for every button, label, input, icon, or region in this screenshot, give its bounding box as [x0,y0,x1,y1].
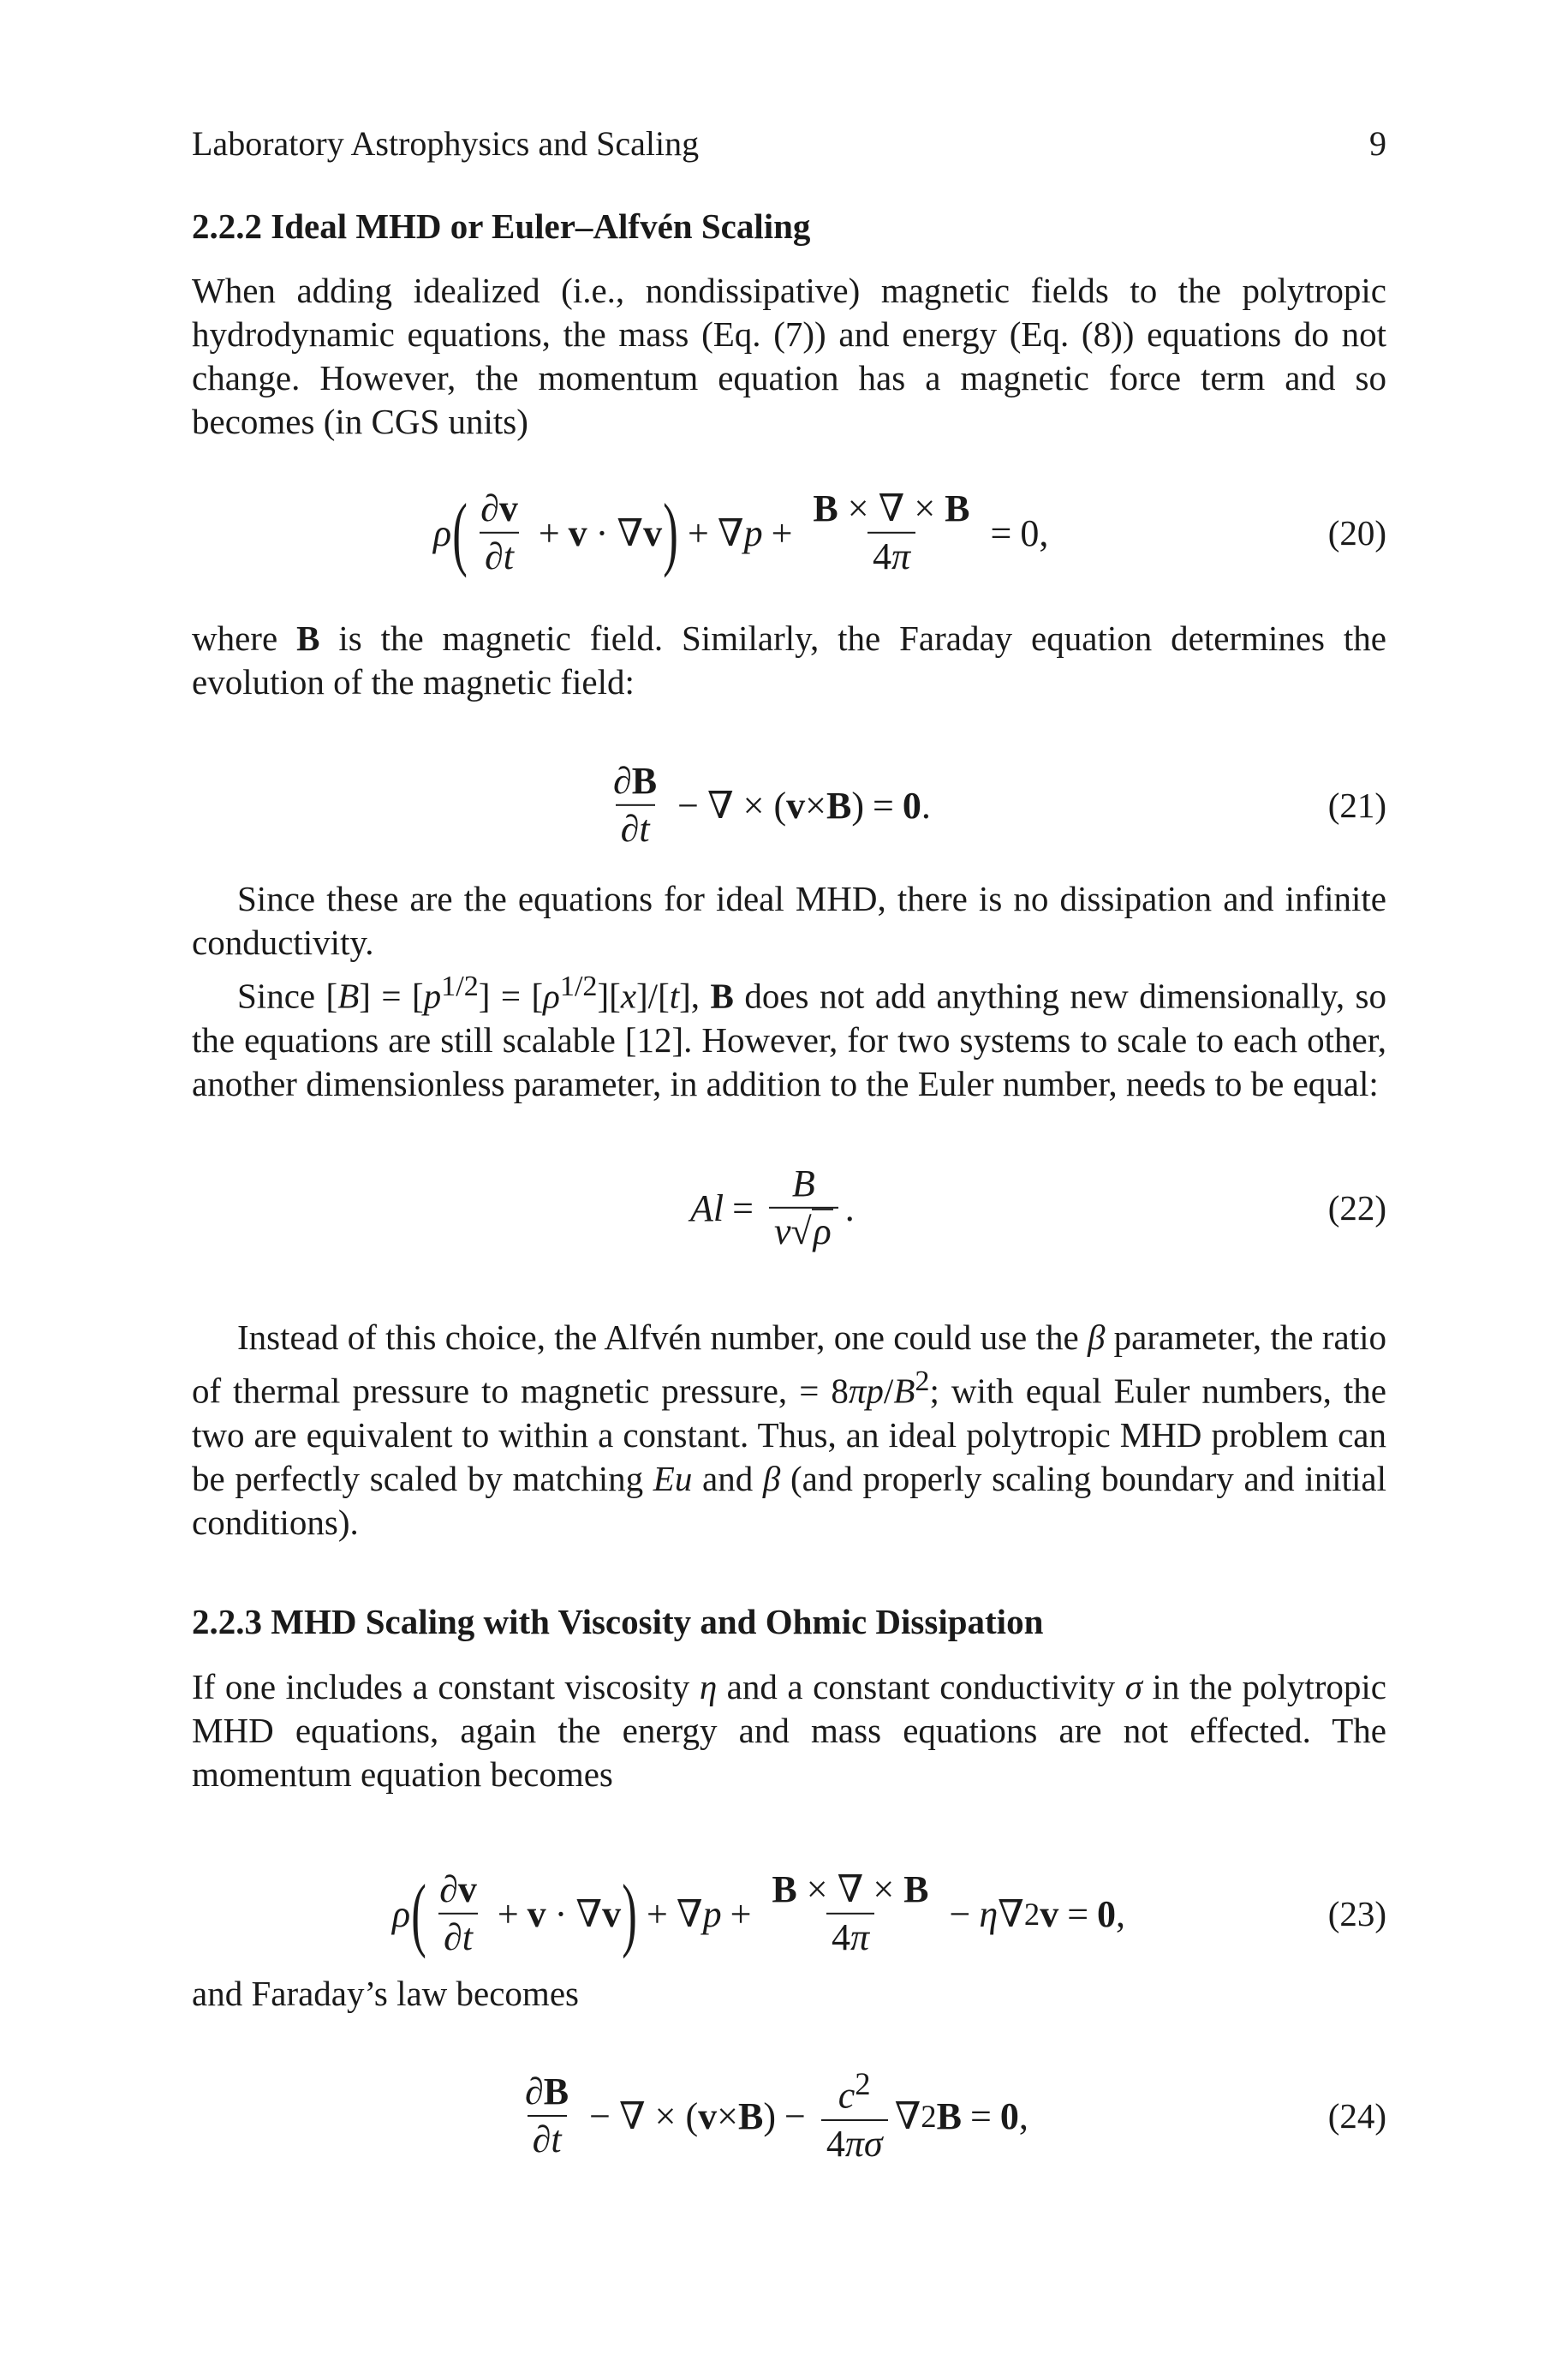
equation-21 [192,745,1386,865]
paragraph-magnetic-field: where B is the magnetic field. Similarly, the Faraday equation determines the evolution of the magnetic field: [192,618,1386,702]
equation-24-body: $\frac{\partial B}{\partial t}$ − ∇ × ( v × B ) − $\frac{c^2}{4\pi\sigma}$ ∇ 2 B = 0 , [525,2065,1028,2165]
equation-20 [192,473,1386,593]
running-title: Laboratory Astrophysics and Scaling [192,124,700,163]
paragraph-ideal-mhd: Since these are the equations for ideal MHD, there is no dissipation and infinite conductivity. [192,879,1386,962]
equation-22-number: (22) [1327,1188,1386,1228]
equation-23-number: (23) [1327,1894,1386,1933]
equation-21-number: (21) [1327,786,1386,825]
paragraph-dimensions: Since $[B] = [p^{1/2}] = [\rho^{1/2}][x]/[t]$, B does not add anything new dimensionally, so the equations are still scalable [12]. However, for two systems to scale to each other, another dimensionless parameter, in addition to the Euler number, needs to be equal: [192,971,1387,1103]
paragraph-intro: When adding idealized (i.e., nondissipative) magnetic fields to the polytropic hydrodynamic equations, the mass (Eq. (7)) and energy (Eq. (8)) equations do not change. However, the momentum equation has a magnetic force term and so becomes (in CGS units) [192,271,1386,441]
page-number: 9 [1369,124,1386,163]
paragraph-faraday-law: and Faraday’s law becomes [192,1974,579,2013]
equation-20-number: (20) [1327,513,1386,553]
running-header [192,122,1386,166]
section-heading-2-2-2: 2.2.2 Ideal MHD or Euler–Alfvén Scaling [192,206,811,246]
equation-24 [192,2056,1386,2176]
paragraph-viscosity: If one includes a constant viscosity η and a constant conductivity σ in the polytropic MHD equations, again the energy and mass equations are not effected. The momentum equation becomes [192,1667,1386,1794]
equation-22-body: Al = $\frac{B}{v√\rho}$ . [690,1162,855,1252]
equation-20-body: ρ ( $\frac{\partial v}{\partial t}$ + v · ∇ v ) + ∇ p + $\frac{B \times \nabla \times B}{4\pi}$ = 0, [433,487,1049,578]
paragraph-beta-parameter: Instead of this choice, the Alfvén number, one could use the β parameter, the ratio of thermal pressure to magnetic pressure, = $8\pi p/B^2$; with equal Euler numbers, the two are equivalent to within a constant. Thus, an ideal polytropic MHD problem can be perfectly scaled by matching Eu and β (and properly scaling boundary and initial conditions). [192,1317,1387,1542]
equation-21-body: $\frac{\partial B}{\partial t}$ − ∇ × ( v × B ) = 0 . [613,759,931,850]
equation-24-number: (24) [1327,2096,1386,2136]
equation-23-body: ρ ( $\frac{\partial v}{\partial t}$ + v · ∇ v ) + ∇ p + $\frac{B \times \nabla \times B}{4\pi}$ − η ∇ 2 v = 0 , [392,1867,1126,1959]
equation-22 [192,1148,1386,1268]
equation-23 [192,1854,1386,1974]
section-heading-2-2-3: 2.2.3 MHD Scaling with Viscosity and Ohmic Dissipation [192,1602,1044,1641]
